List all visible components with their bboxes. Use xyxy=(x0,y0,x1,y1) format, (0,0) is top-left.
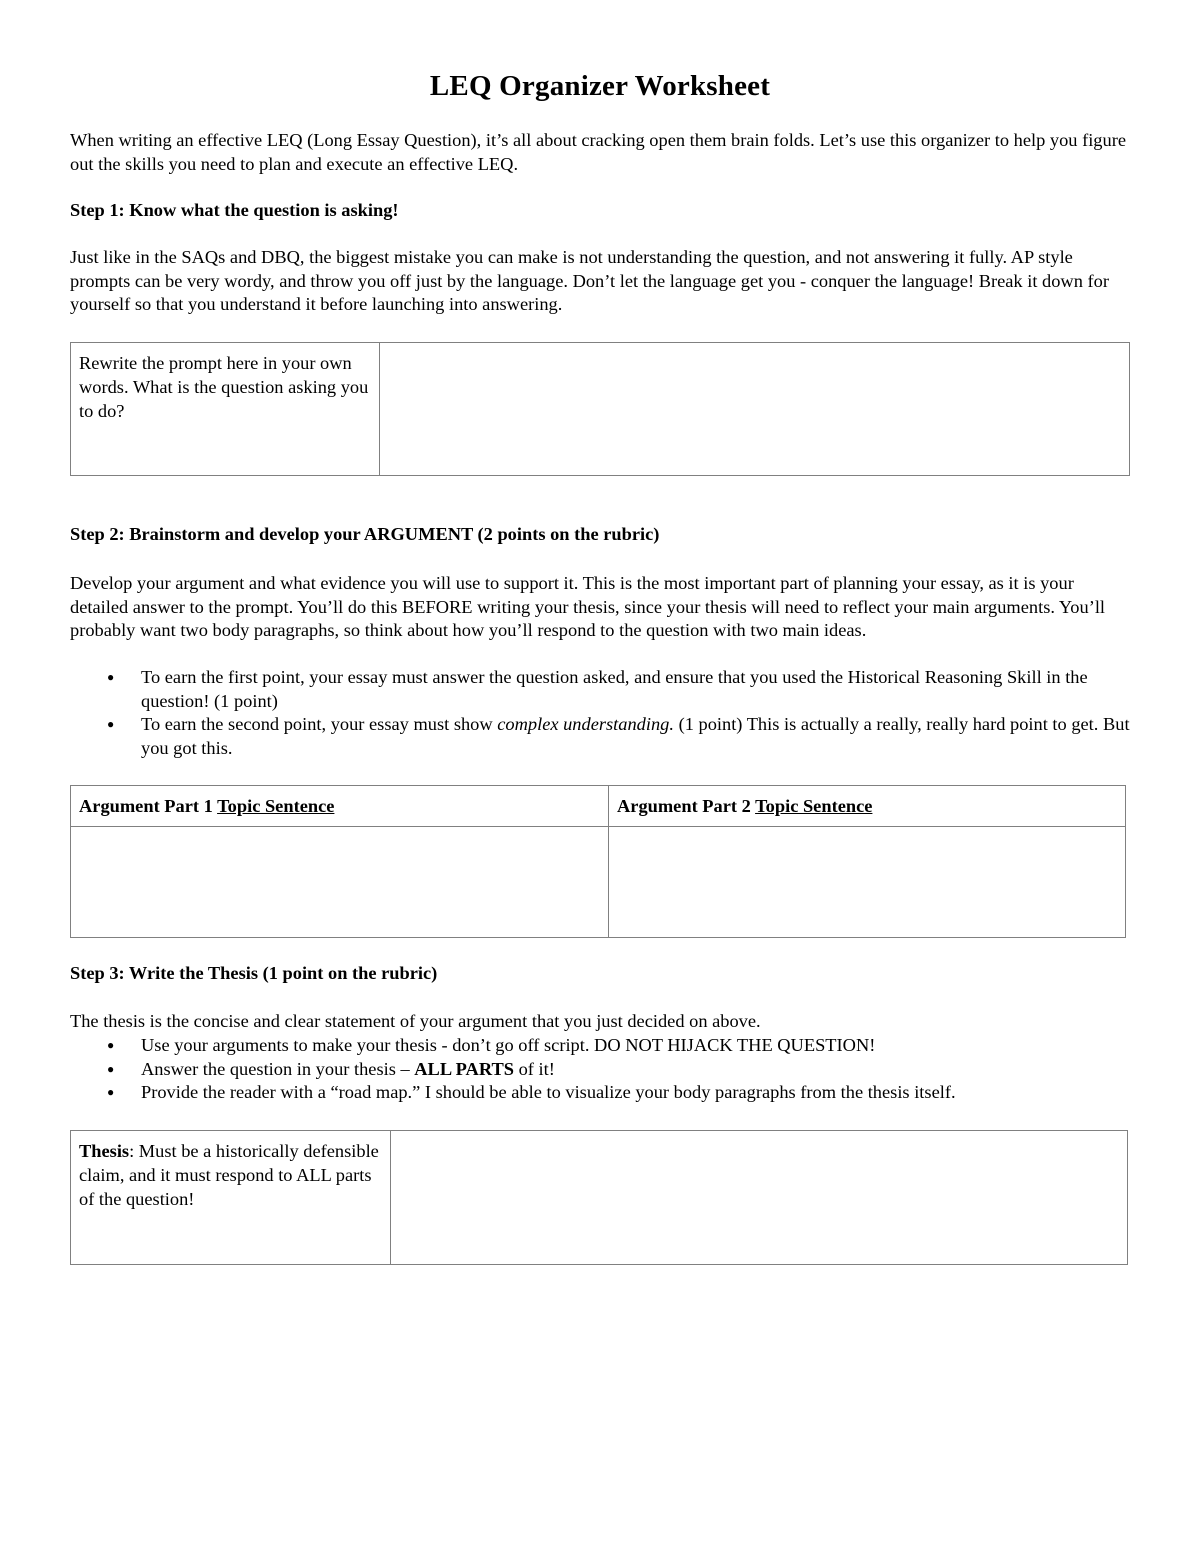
prompt-table xyxy=(70,342,1130,476)
argument-part1-topic: Topic Sentence xyxy=(217,796,335,816)
step2-body: Develop your argument and what evidence you will use to support it. This is the most important part of planning your essay, as it is your detailed answer to the prompt. You’ll do this BEFORE writing your thesis, since your thesis will need to reflect your main arguments. You’ll probably want two body paragraphs, so think about how you’ll respond to the question with two main ideas. xyxy=(70,573,1106,640)
intro-paragraph: When writing an effective LEQ (Long Essay Question), it’s all about cracking open them brain folds. Let’s use this organizer to help you figure out the skills you need to plan and execute an effective LEQ. xyxy=(70,130,1126,174)
step2-bullet-2-text: To earn the second point, your essay must show xyxy=(141,714,498,734)
prompt-label: Rewrite the prompt here in your own words. What is the question asking you to do? xyxy=(79,353,369,421)
step1-heading: Step 1: Know what the question is asking! xyxy=(70,200,399,220)
step3-bullet-1-text: Use your arguments to make your thesis - don’t go off script. DO NOT HIJACK THE QUESTION! xyxy=(141,1035,876,1055)
step2-heading: Step 2: Brainstorm and develop your ARGUMENT (2 points on the rubric) xyxy=(70,524,660,544)
step3-body: The thesis is the concise and clear statement of your argument that you just decided on above. xyxy=(70,1011,761,1031)
step3-bullet-2 xyxy=(70,1058,1132,1082)
step3-bullet-1 xyxy=(70,1034,1132,1058)
argument-part2-topic: Topic Sentence xyxy=(755,796,873,816)
argument-part2-header xyxy=(609,786,1126,827)
prompt-label-cell xyxy=(71,343,380,476)
argument-part2-prefix: Argument Part 2 xyxy=(617,796,756,816)
step3-bullet-2-rest: of it! xyxy=(513,1058,555,1079)
step3-bullet-2-text: Answer the question in your thesis – xyxy=(141,1058,415,1079)
thesis-table xyxy=(70,1130,1128,1265)
step2-bullet-2-rest: (1 point) This is actually a really, really hard point to get. But you got this. xyxy=(141,714,1130,758)
prompt-answer-cell[interactable] xyxy=(380,343,1130,476)
step2-bullet-2 xyxy=(70,713,1132,760)
step3-bullet-3 xyxy=(70,1081,1132,1105)
all-parts-emphasis: ALL PARTS xyxy=(414,1058,514,1079)
thesis-answer-cell[interactable] xyxy=(391,1131,1128,1265)
step3-bullet-3-text: Provide the reader with a “road map.” I should be able to visualize your body paragraphs from the thesis itself. xyxy=(141,1082,956,1102)
step3-heading: Step 3: Write the Thesis (1 point on the rubric) xyxy=(70,963,438,983)
argument-part1-answer-cell[interactable] xyxy=(71,827,609,938)
argument-part1-prefix: Argument Part 1 xyxy=(79,796,218,816)
step2-bullet-1-text: To earn the first point, your essay must answer the question asked, and ensure that you used the Historical Reasoning Skill in the question! (1 point) xyxy=(141,667,1088,711)
thesis-label-cell xyxy=(71,1131,391,1265)
argument-table xyxy=(70,785,1126,938)
argument-part2-answer-cell[interactable] xyxy=(609,827,1126,938)
thesis-label-bold: Thesis xyxy=(79,1141,130,1161)
step2-bullet-1 xyxy=(70,666,1132,713)
complex-understanding-term: complex understanding. xyxy=(497,714,674,734)
step2-bullet-list xyxy=(70,666,1132,760)
page-title: LEQ Organizer Worksheet xyxy=(429,70,771,102)
step3-bullet-list xyxy=(70,1034,1132,1105)
argument-part1-header xyxy=(71,786,609,827)
thesis-label-text: : Must be a historically defensible claim, and it must respond to ALL parts of the question! xyxy=(79,1141,379,1209)
step1-body: Just like in the SAQs and DBQ, the biggest mistake you can make is not understanding the question, and not answering it fully. AP style prompts can be very wordy, and throw you off just by the language. Don’t let the language get you - conquer the language! Break it down for yourself so that you understand it before launching into answering. xyxy=(70,247,1109,314)
